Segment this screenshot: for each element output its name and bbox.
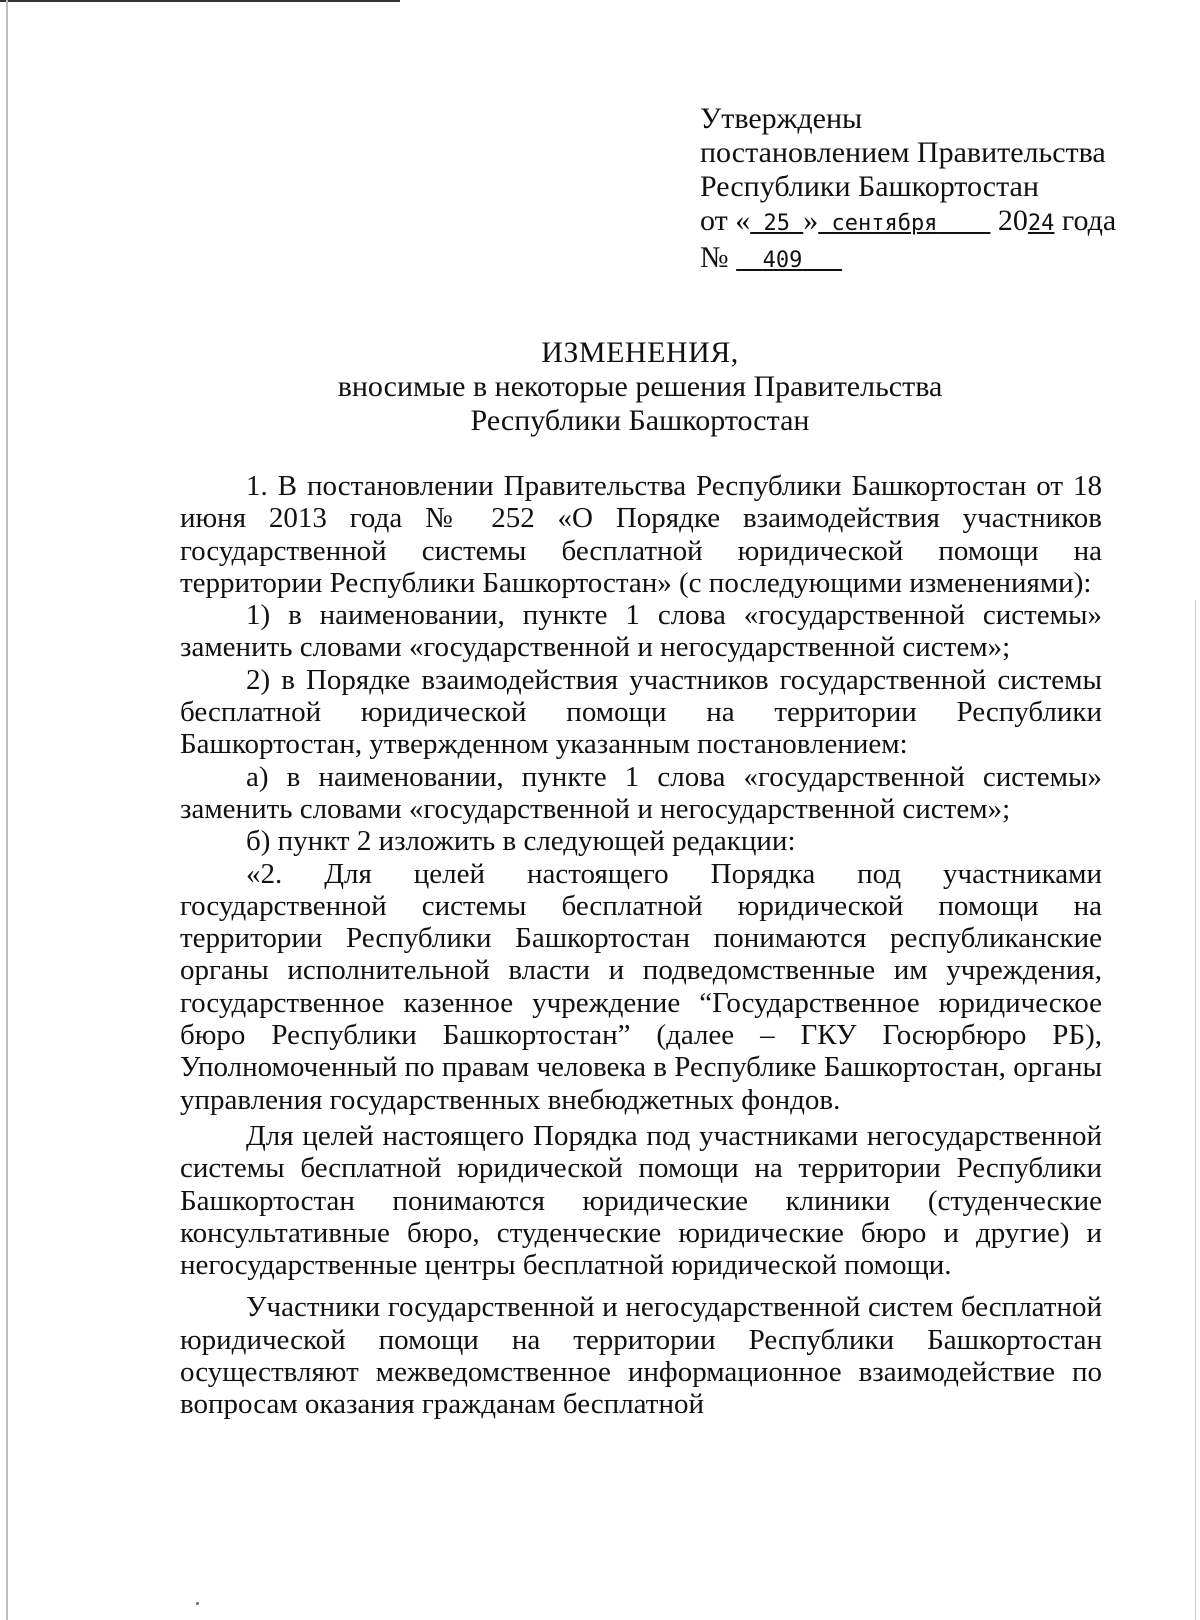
date-year-prefix: 20 <box>997 204 1028 237</box>
paragraph-7: Для целей настоящего Порядка под участниками негосударственной системы бесплатной юридической помощи на территории Республики Башкортостан понимаются юридические клиники (студенческие консультативные бюро, студенческие юридические бюро и другие) и негосударственные центры бесплатной юридической помощи. <box>180 1119 1102 1282</box>
document-subtitle-line-1: вносимые в некоторые решения Правительства <box>337 370 943 403</box>
approval-line-1: Утверждены <box>700 102 863 135</box>
date-mid: » <box>803 204 819 237</box>
document-body <box>180 470 1102 1421</box>
scan-left-edge <box>6 0 8 1620</box>
paragraph-8: Участники государственной и негосударственной систем бесплатной юридической помощи на территории Республики Башкортостан осуществляют межведомственное информационное взаимодействие по вопросам оказания гражданам бесплатной <box>180 1291 1102 1421</box>
scan-speck <box>196 1602 199 1605</box>
scan-top-rule <box>0 0 400 2</box>
date-day: 25 <box>763 211 790 236</box>
paragraph-4: а) в наименовании, пункте 1 слова «государственной системы» заменить словами «государственной и негосударственной систем»; <box>180 760 1102 825</box>
document-number: 409 <box>762 248 803 273</box>
date-month: сентября <box>831 211 938 236</box>
approval-date-line <box>700 204 1160 241</box>
document-subtitle-line-2: Республики Башкортостан <box>470 404 810 437</box>
paragraph-1: 1. В постановлении Правительства Республики Башкортостан от 18 июня 2013 года № 252 «О Порядке взаимодействия участников государственной системы бесплатной юридической помощи на территории Республики Башкортостан» (с последующими изменениями): <box>180 470 1102 599</box>
paragraph-6: «2. Для целей настоящего Порядка под участниками государственной системы бесплатной юридической помощи на территории Республики Башкортостан понимаются республиканские органы исполнительной власти и подведомственные им учреждения, государственное казенное учреждение “Государственное юридическое бюро Республики Башкортостан” (далее – ГКУ Госюрбюро РБ), Уполномоченный по правам человека в Республике Башкортостан, органы управления государственных внебюджетных фондов. <box>180 857 1102 1116</box>
document-title: ИЗМЕНЕНИЯ, <box>541 336 739 369</box>
date-prefix: от « <box>700 204 751 237</box>
approval-line-2: постановлением Правительства <box>700 136 1106 169</box>
paragraph-2: 1) в наименовании, пункте 1 слова «государственной системы» заменить словами «государственной и негосударственной систем»; <box>180 599 1102 664</box>
approval-line-3: Республики Башкортостан <box>700 170 1039 203</box>
number-prefix: № <box>700 241 729 274</box>
approval-number-line <box>700 241 1160 278</box>
date-year-word: года <box>1061 204 1117 237</box>
date-year-suffix: 24 <box>1027 211 1055 236</box>
paragraph-5: б) пункт 2 изложить в следующей редакции: <box>246 825 796 858</box>
approval-block <box>700 102 1160 278</box>
document-heading <box>180 336 1100 438</box>
scan-right-edge <box>1195 600 1196 1620</box>
paragraph-3: 2) в Порядке взаимодействия участников государственной системы бесплатной юридической помощи на территории Республики Башкортостан, утвержденном указанным постановлением: <box>180 663 1102 761</box>
